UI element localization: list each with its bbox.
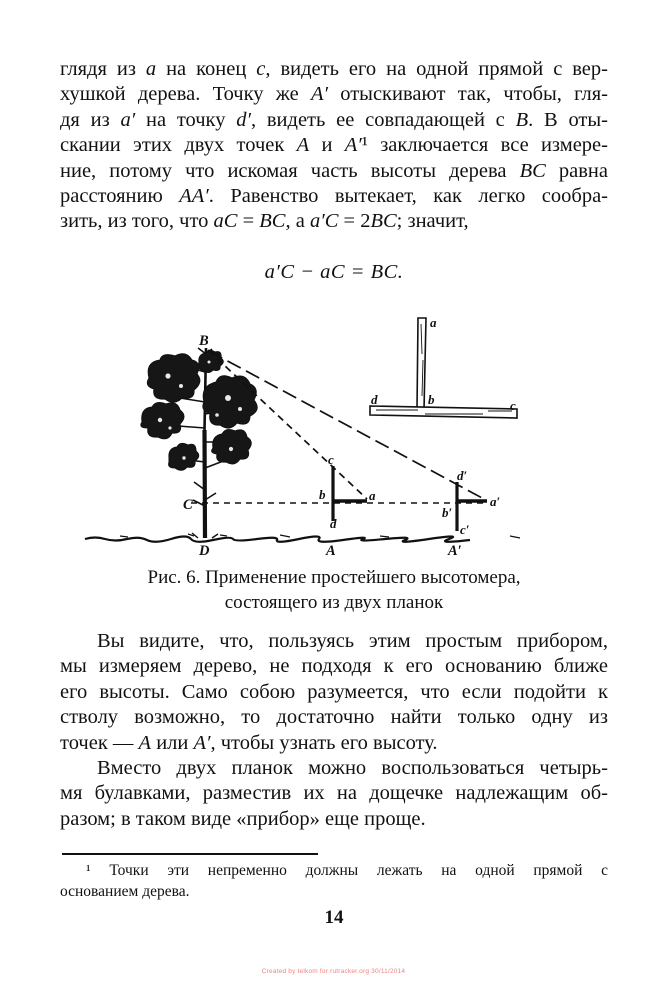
text-line: мя булавками, разместив их на дощечке надлежащим об- bbox=[60, 782, 608, 805]
text-line: стволу возможно, то достаточно найти только одну из bbox=[60, 706, 608, 729]
figure-point-label: a′ bbox=[490, 494, 501, 509]
inset-plank-device bbox=[370, 318, 517, 418]
figure-point-label: a bbox=[369, 488, 376, 503]
paragraph-1 bbox=[60, 57, 608, 235]
caption-line: Рис. 6. Применение простейшего высотомера, bbox=[147, 567, 521, 588]
text-line: Вы видите, что, пользуясь этим простым прибором, bbox=[97, 630, 608, 652]
text-line: его высоты. Само собою разумеется, что если подойти к bbox=[60, 680, 608, 703]
text-line: разом; в таком виде «прибор» еще проще. bbox=[60, 807, 426, 830]
text-line: Вместо двух планок можно воспользоваться четырь- bbox=[97, 757, 608, 779]
figure-point-label: a bbox=[430, 315, 437, 330]
formula: a′C − aC = BC. bbox=[264, 261, 404, 283]
text-line: зить, из того, что aC = BC, а a′C = 2BC; значит, bbox=[60, 210, 469, 233]
sight-lines bbox=[191, 350, 486, 503]
footnote-rule bbox=[62, 853, 318, 855]
figure-point-label: A′ bbox=[448, 543, 462, 559]
footnote bbox=[60, 860, 608, 902]
figure-svg bbox=[80, 310, 560, 560]
text-line: мы измеряем дерево, не подходя к его основанию ближе bbox=[60, 655, 608, 678]
figure-point-label: D bbox=[199, 543, 210, 559]
text-line: точек — A или A′, чтобы узнать его высоту. bbox=[60, 731, 438, 754]
figure-point-label: C bbox=[183, 497, 193, 513]
figure-point-label: d′ bbox=[457, 468, 468, 483]
paragraph-2 bbox=[60, 629, 608, 756]
text-line: ние, потому что искомая часть высоты дерева BC равна bbox=[60, 159, 608, 182]
ground-line bbox=[85, 534, 520, 542]
figure-point-label: c′ bbox=[460, 522, 470, 537]
figure-caption bbox=[60, 566, 608, 615]
figure-point-label: b′ bbox=[442, 505, 453, 520]
footnote-line: основанием дерева. bbox=[60, 883, 190, 900]
figure-point-label: b bbox=[319, 487, 326, 502]
watermark-text: Created by telkom for rutracker.org 30/11/2014 bbox=[261, 968, 406, 975]
text-line: глядя из a на конец c, видеть его на одной прямой с вер- bbox=[60, 58, 608, 80]
figure-point-label: A bbox=[326, 543, 336, 559]
text-line: хушкой дерева. Точку же A′ отыскивают так, чтобы, гля- bbox=[60, 83, 609, 106]
figure bbox=[80, 310, 560, 560]
figure-point-label: b bbox=[428, 392, 435, 407]
tree-illustration bbox=[141, 348, 257, 538]
text-line: расстоянию AA′. Равенство вытекает, как легко сообра- bbox=[60, 185, 608, 208]
text-line: дя из a′ на точку d′, видеть ее совпадающей с B. В оты- bbox=[60, 108, 608, 131]
figure-point-label: B bbox=[199, 333, 209, 349]
paragraph-3 bbox=[60, 756, 608, 832]
footnote-line: ¹ Точки эти непременно должны лежать на одной прямой с bbox=[86, 862, 608, 879]
text-line: скании этих двух точек A и A′¹ заключается все измере- bbox=[60, 134, 608, 157]
figure-point-label: c bbox=[328, 452, 334, 467]
page-number: 14 bbox=[324, 907, 344, 928]
figure-point-label: d bbox=[330, 516, 337, 531]
caption-line: состоящего из двух планок bbox=[224, 591, 444, 613]
figure-point-label: c bbox=[510, 398, 516, 413]
figure-point-label: d bbox=[371, 392, 378, 407]
